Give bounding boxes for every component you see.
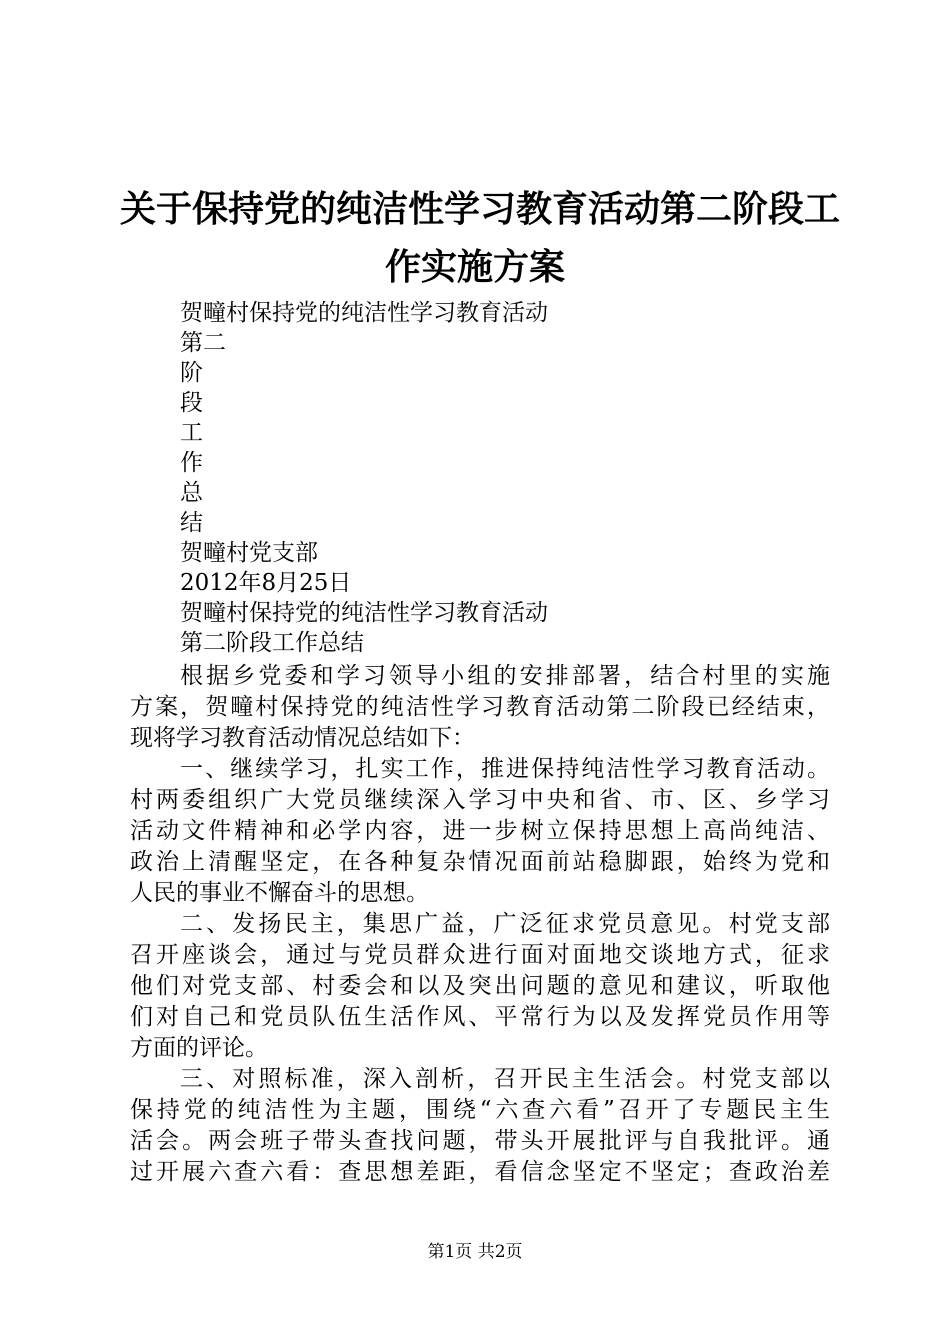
- body-line: 根据乡党委和学习领导小组的安排部署，结合村里的实施: [180, 663, 830, 689]
- cover-date: 2012年8月25日: [180, 570, 352, 596]
- body-line: 活动文件精神和必学内容，进一步树立保持思想上高尚纯洁、: [130, 818, 830, 844]
- cover-line: 贺疃村保持党的纯洁性学习教育活动: [180, 600, 548, 626]
- cover-line: 段: [180, 390, 203, 416]
- body-line: 方案，贺疃村保持党的纯洁性学习教育活动第二阶段已经结束，: [130, 694, 830, 720]
- body-line: 活会。两会班子带头查找问题，带头开展批评与自我批评。通: [130, 1128, 830, 1154]
- cover-line: 第二: [180, 330, 226, 356]
- cover-line: 第二阶段工作总结: [180, 630, 364, 656]
- body-line: 人民的事业不懈奋斗的思想。: [130, 880, 429, 906]
- cover-line: 阶: [180, 360, 203, 386]
- cover-line: 贺疃村保持党的纯洁性学习教育活动: [180, 300, 548, 326]
- page-footer: 第1页 共2页: [427, 1242, 523, 1262]
- body-line: 他们对党支部、村委会和以及突出问题的意见和建议，听取他: [130, 973, 830, 999]
- body-line: 召开座谈会，通过与党员群众进行面对面地交谈地方式，征求: [130, 942, 830, 968]
- body-line: 方面的评论。: [130, 1035, 268, 1061]
- body-line: 村两委组织广大党员继续深入学习中央和省、市、区、乡学习: [130, 787, 830, 813]
- document-title-line-1: 关于保持党的纯洁性学习教育活动第二阶段工: [120, 189, 841, 230]
- cover-line: 贺疃村党支部: [180, 540, 318, 566]
- body-line: 政治上清醒坚定，在各种复杂情况面前站稳脚跟，始终为党和: [130, 849, 830, 875]
- body-line: 们对自己和党员队伍生活作风、平常行为以及发挥党员作用等: [130, 1004, 830, 1030]
- body-line: 三、对照标准，深入剖析，召开民主生活会。村党支部以: [180, 1066, 830, 1092]
- cover-line: 总: [180, 480, 203, 506]
- cover-line: 结: [180, 510, 203, 536]
- document-title-line-2: 作实施方案: [384, 247, 565, 288]
- body-line: 现将学习教育活动情况总结如下：: [130, 725, 475, 751]
- body-line: 过开展六查六看：查思想差距，看信念坚定不坚定；查政治差: [130, 1159, 830, 1185]
- body-line: 保持党的纯洁性为主题，围绕“六查六看”召开了专题民主生: [130, 1097, 830, 1123]
- cover-line: 作: [180, 450, 203, 476]
- cover-line: 工: [180, 420, 203, 446]
- body-line: 一、继续学习，扎实工作，推进保持纯洁性学习教育活动。: [180, 756, 830, 782]
- body-line: 二、发扬民主，集思广益，广泛征求党员意见。村党支部: [180, 911, 830, 937]
